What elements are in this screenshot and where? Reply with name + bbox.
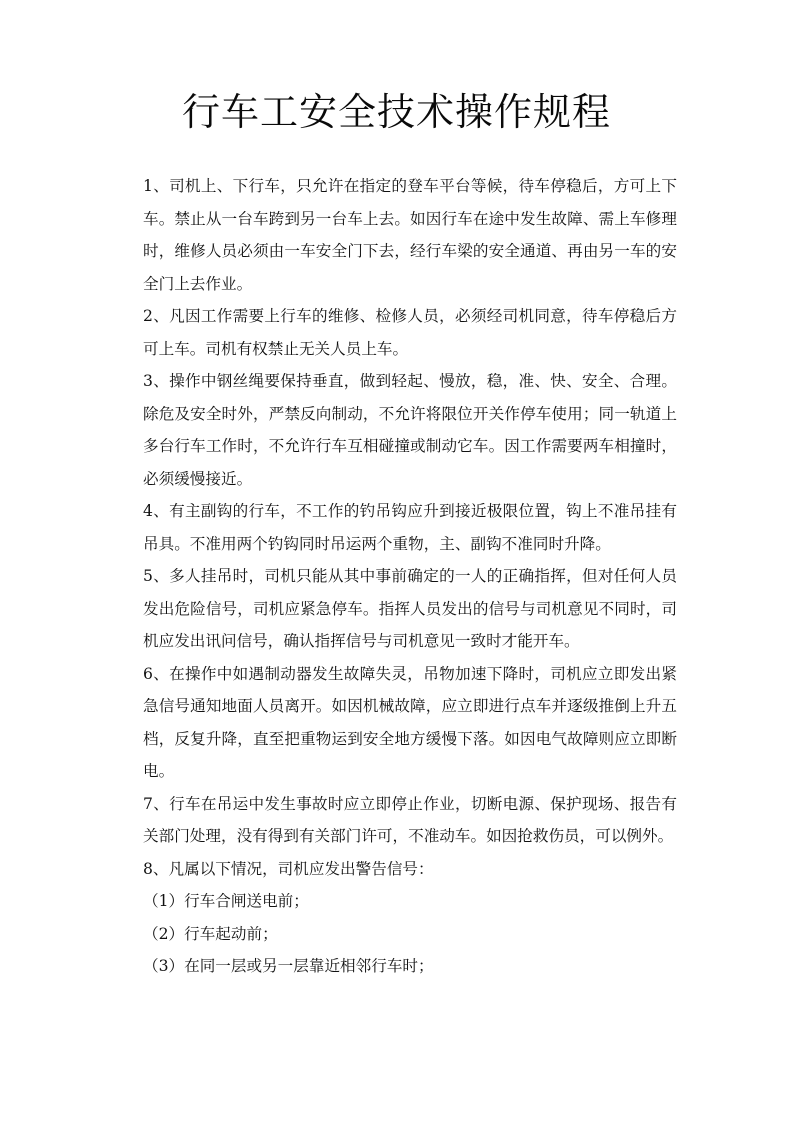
- rule-5: 5、多人挂吊时，司机只能从其中事前确定的一人的正确指挥，但对任何人员发出危险信号，司机应紧急停车。指挥人员发出的信号与司机意见不同时，司机应发出讯问信号，确认指挥信号与司机意见一致时才能开车。: [143, 567, 677, 650]
- rule-1: 1、司机上、下行车，只允许在指定的登车平台等候，待车停稳后，方可上下车。禁止从一台车跨到另一台车上去。如因行车在途中发生故障、需上车修理时，维修人员必须由一车安全门下去，经行车梁的安全通道、再由另一车的安全门上去作业。: [143, 177, 677, 293]
- rule-8-sub-item-1: （1）行车合闸送电前；: [143, 892, 309, 910]
- document-body: [143, 170, 677, 983]
- document-title: 行车工安全技术操作规程: [181, 90, 611, 134]
- rule-6: 6、在操作中如遇制动器发生故障失灵，吊物加速下降时，司机应立即发出紧急信号通知地面人员离开。如因机械故障，应立即进行点车并逐级推倒上升五档，反复升降，直至把重物运到安全地方缓慢下落。如因电气故障则应立即断电。: [143, 664, 677, 780]
- rule-2: 2、凡因工作需要上行车的维修、检修人员，必须经司机同意，待车停稳后方可上车。司机有权禁止无关人员上车。: [143, 307, 677, 358]
- rule-8-sub-item-2: （2）行车起动前；: [143, 924, 278, 943]
- rule-4: 4、有主副钩的行车，不工作的钓吊钩应升到接近极限位置，钩上不准吊挂有吊具。不准用两个钓钩同时吊运两个重物，主、副钩不准同时升降。: [143, 502, 677, 553]
- rule-3: 3、操作中钢丝绳要保持垂直，做到轻起、慢放，稳，准、快、安全、合理。除危及安全时外，严禁反向制动，不允许将限位开关作停车使用；同一轨道上多台行车工作时，不允许行车互相碰撞或制动它车。因工作需要两车相撞时，必须缓慢接近。: [143, 372, 677, 488]
- rule-8-sub-item-3: （3）在同一层或另一层靠近相邻行车时；: [143, 957, 434, 975]
- rule-7: 7、行车在吊运中发生事故时应立即停止作业，切断电源、保护现场、报告有关部门处理，没有得到有关部门许可，不准动车。如因抢救伤员，可以例外。: [143, 794, 677, 845]
- rule-8: 8、凡属以下情况，司机应发出警告信号：: [143, 859, 434, 878]
